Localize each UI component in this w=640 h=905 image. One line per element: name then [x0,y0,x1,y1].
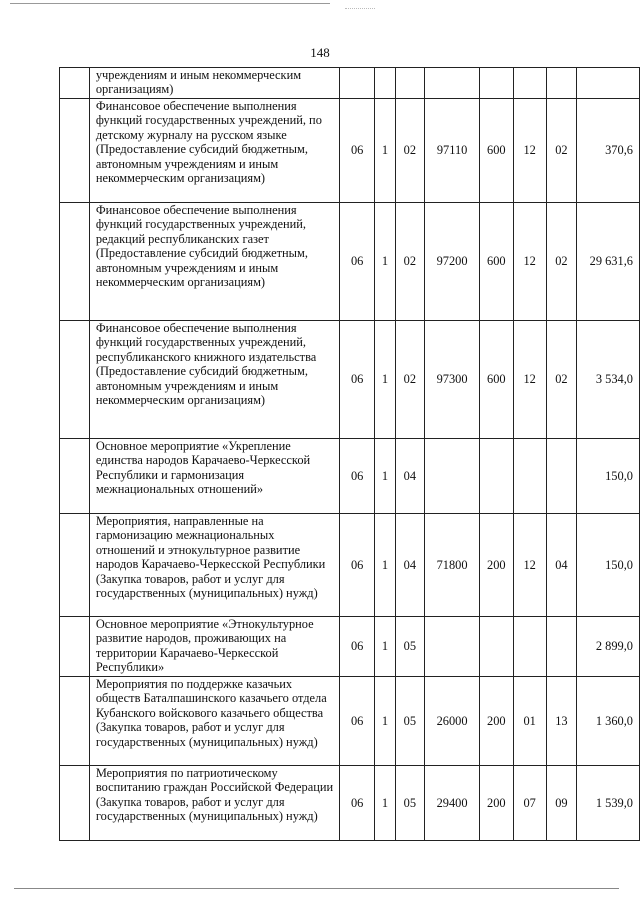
code-cell: 1 [375,321,395,439]
code-cell: 200 [480,766,513,841]
code-cell: 12 [513,321,546,439]
code-cell: 02 [546,99,576,203]
code-cell [546,439,576,514]
code-cell: 600 [480,203,513,321]
code-cell [513,68,546,99]
row-index-cell [60,68,90,99]
page-number: 148 [310,45,330,60]
code-cell: 97110 [425,99,480,203]
code-cell [546,617,576,677]
scan-edge-bottom [14,888,619,889]
table-row [60,68,640,99]
code-cell: 06 [340,203,375,321]
amount-cell: 150,0 [577,439,640,514]
table-row [60,514,640,617]
code-cell [480,439,513,514]
code-cell: 06 [340,677,375,766]
code-cell: 06 [340,439,375,514]
code-cell: 12 [513,99,546,203]
expense-name-cell: Основное мероприятие «Укрепление единства народов Карачаево-Черкесской Республики и гармонизация межнациональных отношений» [89,439,339,514]
code-cell: 200 [480,677,513,766]
code-cell: 12 [513,514,546,617]
code-cell: 600 [480,99,513,203]
amount-cell: 29 631,6 [577,203,640,321]
code-cell: 04 [395,514,424,617]
code-cell: 06 [340,321,375,439]
row-index-cell [60,677,90,766]
expense-name-cell: Мероприятия по поддержке казачьих обществ Баталпашинского казачьего отдела Кубанского войскового казачьего общества (Закупка товаров, работ и услуг для государственных (муниципальных) нужд) [89,677,339,766]
expense-name-cell: Мероприятия, направленные на гармонизацию межнациональных отношений и этнокультурное развитие народов Карачаево-Черкесской Республики (Закупка товаров, работ и услуг для государственных (муниципальных) нужд) [89,514,339,617]
code-cell [425,68,480,99]
code-cell: 1 [375,617,395,677]
table-row [60,99,640,203]
code-cell [395,68,424,99]
code-cell: 13 [546,677,576,766]
amount-cell: 2 899,0 [577,617,640,677]
code-cell: 1 [375,514,395,617]
amount-cell: 3 534,0 [577,321,640,439]
code-cell: 71800 [425,514,480,617]
code-cell: 02 [395,99,424,203]
code-cell: 06 [340,617,375,677]
code-cell [425,439,480,514]
code-cell: 05 [395,677,424,766]
expense-name-cell: Основное мероприятие «Этнокультурное развитие народов, проживающих на территории Карачаево-Черкесской Республики» [89,617,339,677]
code-cell: 97300 [425,321,480,439]
row-index-cell [60,766,90,841]
row-index-cell [60,514,90,617]
amount-cell: 370,6 [577,99,640,203]
row-index-cell [60,617,90,677]
amount-cell: 1 539,0 [577,766,640,841]
table-row [60,677,640,766]
scan-artifact [345,8,375,9]
scan-edge-top [10,3,330,4]
budget-table-body [60,68,640,841]
expense-name-cell: учреждениям и иным некоммерческим организациям) [89,68,339,99]
expense-name-cell: Финансовое обеспечение выполнения функций государственных учреждений, редакций республиканских газет (Предоставление субсидий бюджетным, автономным учреждениям и иным некоммерческим организациям) [89,203,339,321]
code-cell: 1 [375,766,395,841]
code-cell: 600 [480,321,513,439]
budget-table [59,67,640,841]
code-cell: 1 [375,439,395,514]
amount-cell: 1 360,0 [577,677,640,766]
code-cell: 12 [513,203,546,321]
code-cell [546,68,576,99]
amount-cell: 150,0 [577,514,640,617]
code-cell: 200 [480,514,513,617]
code-cell: 1 [375,677,395,766]
code-cell: 1 [375,99,395,203]
code-cell: 06 [340,99,375,203]
code-cell [340,68,375,99]
code-cell: 04 [546,514,576,617]
table-row [60,766,640,841]
row-index-cell [60,439,90,514]
code-cell [513,439,546,514]
code-cell: 01 [513,677,546,766]
code-cell: 05 [395,617,424,677]
code-cell: 09 [546,766,576,841]
table-row [60,439,640,514]
amount-cell [577,68,640,99]
code-cell: 97200 [425,203,480,321]
code-cell: 1 [375,203,395,321]
code-cell: 02 [546,203,576,321]
code-cell: 02 [395,321,424,439]
row-index-cell [60,321,90,439]
table-row [60,203,640,321]
code-cell [480,68,513,99]
table-row [60,321,640,439]
row-index-cell [60,99,90,203]
expense-name-cell: Финансовое обеспечение выполнения функций государственных учреждений, республиканского книжного издательства (Предоставление субсидий бюджетным, автономным учреждениям и иным некоммерческим организациям) [89,321,339,439]
code-cell [513,617,546,677]
code-cell: 04 [395,439,424,514]
code-cell: 06 [340,766,375,841]
code-cell: 29400 [425,766,480,841]
code-cell: 02 [546,321,576,439]
code-cell: 02 [395,203,424,321]
code-cell [425,617,480,677]
row-index-cell [60,203,90,321]
code-cell: 05 [395,766,424,841]
code-cell: 26000 [425,677,480,766]
expense-name-cell: Финансовое обеспечение выполнения функций государственных учреждений, по детскому журналу на русском языке (Предоставление субсидий бюджетным, автономным учреждениям и иным некоммерческим организациям) [89,99,339,203]
code-cell [480,617,513,677]
expense-name-cell: Мероприятия по патриотическому воспитанию граждан Российской Федерации (Закупка товаров, работ и услуг для государственных (муниципальных) нужд) [89,766,339,841]
code-cell [375,68,395,99]
table-row [60,617,640,677]
code-cell: 06 [340,514,375,617]
code-cell: 07 [513,766,546,841]
